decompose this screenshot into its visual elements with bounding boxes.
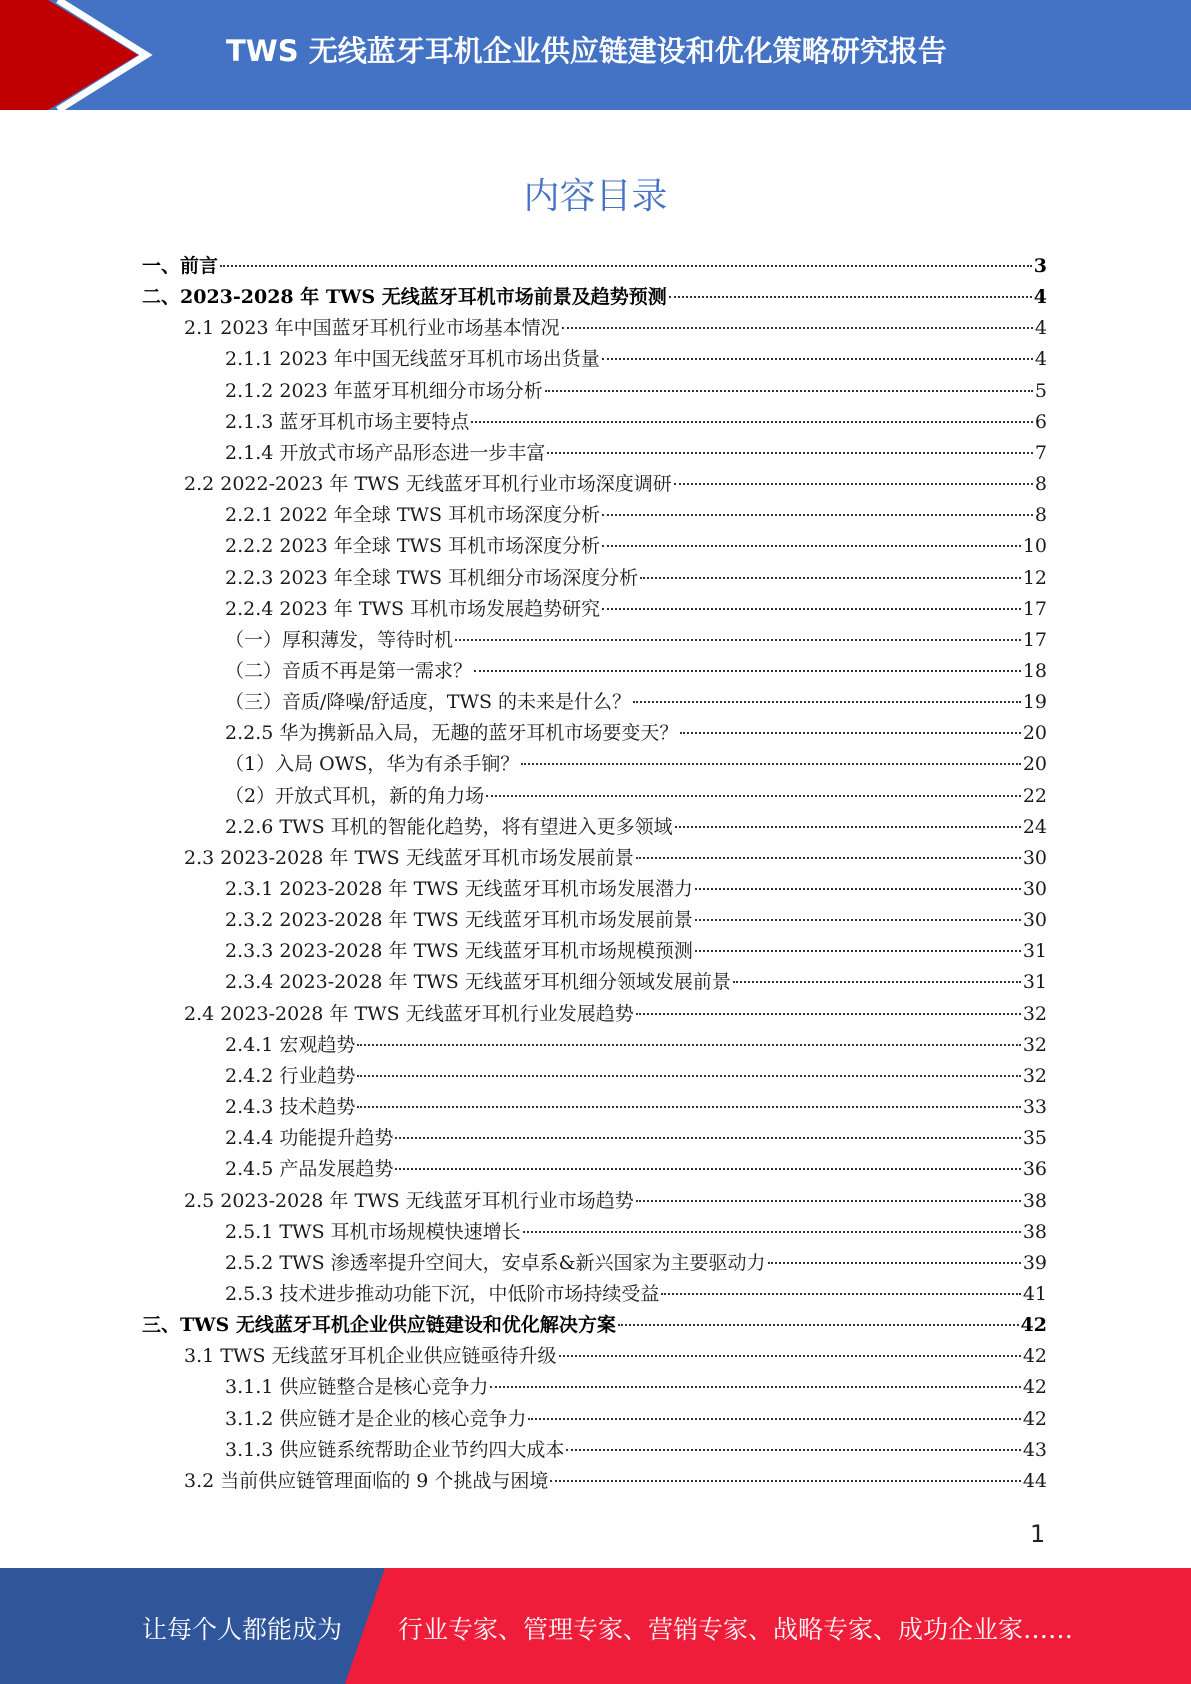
- toc-entry-page: 24: [1022, 815, 1047, 838]
- toc-dot-leader: [640, 577, 1021, 579]
- toc-dot-leader: [486, 795, 1021, 797]
- toc-dot-leader: [695, 888, 1021, 890]
- toc-dot-leader: [768, 1262, 1021, 1264]
- toc-entry-page: 42: [1022, 1407, 1047, 1430]
- toc-dot-leader: [528, 1418, 1020, 1420]
- toc-entry-page: 42: [1022, 1376, 1047, 1399]
- toc-dot-leader: [357, 1044, 1020, 1046]
- toc-entry[interactable]: [184, 313, 1047, 344]
- toc-dot-leader: [675, 826, 1021, 828]
- toc-entry[interactable]: [225, 1372, 1047, 1403]
- toc-dot-leader: [661, 1293, 1020, 1295]
- toc-entry-page: 32: [1022, 1033, 1047, 1056]
- page-number: 1: [1030, 1520, 1046, 1548]
- toc-entry[interactable]: [142, 282, 1047, 313]
- toc-entry[interactable]: [142, 1310, 1047, 1341]
- toc-entry-page: 31: [1022, 940, 1047, 963]
- toc-dot-leader: [474, 670, 1021, 672]
- toc-entry-page: 7: [1034, 441, 1047, 464]
- toc-entry-page: 17: [1022, 597, 1047, 620]
- toc-entry-title: 二、2023-2028 年 TWS 无线蓝牙耳机市场前景及趋势预测: [142, 286, 667, 309]
- toc-entry[interactable]: [184, 1186, 1047, 1217]
- toc-entry[interactable]: [225, 905, 1047, 936]
- toc-entry-title: 2.3 2023-2028 年 TWS 无线蓝牙耳机市场发展前景: [184, 846, 634, 869]
- toc-entry-title: 2.5.3 技术进步推动功能下沉，中低阶市场持续受益: [225, 1282, 660, 1305]
- toc-entry[interactable]: [225, 1154, 1047, 1185]
- toc-entry-page: 33: [1022, 1096, 1047, 1119]
- toc-entry-page: 10: [1022, 535, 1047, 558]
- toc-entry[interactable]: [225, 1279, 1047, 1310]
- toc-heading: 内容目录: [523, 176, 668, 217]
- toc-entry-page: 5: [1034, 379, 1047, 402]
- toc-entry-page: 12: [1022, 566, 1047, 589]
- toc-entry-page: 32: [1022, 1002, 1047, 1025]
- toc-entry[interactable]: [225, 594, 1047, 625]
- toc-entry-page: 36: [1022, 1158, 1047, 1181]
- toc-entry-title: 2.2.2 2023 年全球 TWS 耳机市场深度分析: [225, 535, 601, 558]
- toc-entry-title: 2.4 2023-2028 年 TWS 无线蓝牙耳机行业发展趋势: [184, 1002, 634, 1025]
- toc-entry-page: 30: [1022, 878, 1047, 900]
- toc-entry[interactable]: [225, 718, 1047, 749]
- toc-entry-page: 30: [1022, 846, 1047, 869]
- toc-entry-title: 一、前言: [142, 255, 219, 277]
- toc-entry[interactable]: [225, 407, 1047, 438]
- toc-entry-page: 42: [1022, 1345, 1047, 1368]
- toc-entry-title: 3.1.3 供应链系统帮助企业节约四大成本: [225, 1438, 565, 1461]
- toc-entry-title: 2.4.2 行业趋势: [225, 1064, 356, 1087]
- toc-dot-leader: [545, 390, 1033, 392]
- toc-entry[interactable]: [225, 1061, 1047, 1092]
- toc-entry[interactable]: [142, 251, 1047, 282]
- toc-entry-title: 2.1.1 2023 年中国无线蓝牙耳机市场出货量: [225, 348, 600, 371]
- toc-entry-title: 3.1.2 供应链才是企业的核心竞争力: [225, 1407, 527, 1430]
- toc-dot-leader: [559, 1355, 1021, 1357]
- toc-dot-leader: [490, 1386, 1020, 1388]
- toc-dot-leader: [618, 1324, 1019, 1326]
- toc-entry-page: 38: [1022, 1220, 1047, 1243]
- toc-entry[interactable]: [225, 874, 1047, 905]
- toc-dot-leader: [357, 1106, 1020, 1108]
- toc-entry-title: 2.3.4 2023-2028 年 TWS 无线蓝牙耳机细分领域发展前景: [225, 971, 731, 994]
- toc-dot-leader: [523, 1231, 1021, 1233]
- toc-entry-page: 20: [1022, 753, 1047, 776]
- toc-dot-leader: [220, 265, 1032, 267]
- toc-entry-title: 2.2.3 2023 年全球 TWS 耳机细分市场深度分析: [225, 566, 639, 589]
- toc-dot-leader: [471, 421, 1033, 423]
- header-red-arrow: [0, 0, 138, 110]
- toc-entry[interactable]: [225, 1404, 1047, 1435]
- toc-entry-title: 2.2 2022-2023 年 TWS 无线蓝牙耳机行业市场深度调研: [184, 473, 672, 496]
- toc-dot-leader: [674, 483, 1033, 485]
- toc-entry[interactable]: [225, 812, 1047, 843]
- toc-dot-leader: [669, 296, 1032, 298]
- toc-dot-leader: [521, 763, 1021, 765]
- toc-dot-leader: [636, 1200, 1021, 1202]
- toc-dot-leader: [395, 1168, 1020, 1170]
- toc-dot-leader: [602, 514, 1033, 516]
- toc-entry-title: 3.1 TWS 无线蓝牙耳机企业供应链亟待升级: [184, 1345, 557, 1368]
- toc-entry-title: 2.4.5 产品发展趋势: [225, 1158, 394, 1181]
- toc-entry-title: 2.5.2 TWS 渗透率提升空间大，安卓系&新兴国家为主要驱动力: [225, 1251, 766, 1274]
- toc-entry-title: 2.4.1 宏观趋势: [225, 1033, 356, 1056]
- toc-entry[interactable]: [225, 438, 1047, 469]
- toc-entry-title: 2.1.2 2023 年蓝牙耳机细分市场分析: [225, 379, 543, 402]
- toc-entry-title: 2.3.1 2023-2028 年 TWS 无线蓝牙耳机市场发展潜力: [225, 878, 693, 900]
- toc-entry-page: 6: [1034, 410, 1047, 433]
- page-footer: [0, 1568, 1191, 1684]
- toc-dot-leader: [547, 452, 1033, 454]
- toc-entry-page: 42: [1020, 1314, 1047, 1337]
- toc-entry[interactable]: [225, 500, 1047, 531]
- toc-entry-title: 2.5.1 TWS 耳机市场规模快速增长: [225, 1220, 521, 1243]
- toc-entry-title: （一）厚积薄发，等待时机: [225, 628, 454, 651]
- toc-entry-page: 30: [1022, 909, 1047, 932]
- toc-entry-title: （三）音质/降噪/舒适度，TWS 的未来是什么？: [225, 691, 632, 714]
- toc-entry[interactable]: [225, 967, 1047, 998]
- toc-entry[interactable]: [225, 1435, 1047, 1466]
- toc-entry-page: 17: [1022, 628, 1047, 651]
- toc-entry[interactable]: [225, 1030, 1047, 1061]
- header-title: TWS 无线蓝牙耳机企业供应链建设和优化策略研究报告: [226, 34, 947, 68]
- toc-entry-page: 18: [1022, 659, 1047, 682]
- toc-entry[interactable]: [225, 531, 1047, 562]
- toc-dot-leader: [562, 327, 1033, 329]
- toc-entry[interactable]: [225, 936, 1047, 967]
- toc-entry-title: 三、TWS 无线蓝牙耳机企业供应链建设和优化解决方案: [142, 1314, 616, 1337]
- toc-entry[interactable]: [184, 999, 1047, 1030]
- toc-entry[interactable]: [225, 1123, 1047, 1154]
- toc-entry-title: （2）开放式耳机，新的角力场: [225, 784, 485, 807]
- toc-entry-page: 8: [1034, 504, 1047, 527]
- toc-entry[interactable]: [225, 563, 1047, 594]
- toc-entry-page: 4: [1034, 317, 1047, 340]
- toc-dot-leader: [455, 639, 1021, 641]
- toc-entry-page: 38: [1022, 1189, 1047, 1212]
- toc-entry[interactable]: [225, 344, 1047, 375]
- toc-entry-title: 2.3.2 2023-2028 年 TWS 无线蓝牙耳机市场发展前景: [225, 909, 693, 932]
- toc-entry-title: 2.4.3 技术趋势: [225, 1096, 356, 1119]
- toc-entry[interactable]: [184, 843, 1047, 874]
- toc-entry-page: 19: [1022, 691, 1047, 714]
- toc-entry-title: 2.2.4 2023 年 TWS 耳机市场发展趋势研究: [225, 597, 601, 620]
- toc-dot-leader: [550, 1480, 1020, 1482]
- toc-entry-page: 31: [1022, 971, 1047, 994]
- toc-dot-leader: [633, 701, 1021, 703]
- toc-entry-title: 2.1 2023 年中国蓝牙耳机行业市场基本情况: [184, 317, 560, 340]
- toc-entry-title: （二）音质不再是第一需求？: [225, 659, 473, 682]
- toc-entry-title: 2.4.4 功能提升趋势: [225, 1127, 394, 1150]
- toc-dot-leader: [733, 981, 1021, 983]
- toc-entry-page: 43: [1022, 1438, 1047, 1461]
- toc-dot-leader: [636, 1013, 1021, 1015]
- toc-entry-title: 2.5 2023-2028 年 TWS 无线蓝牙耳机行业市场趋势: [184, 1189, 634, 1212]
- toc-entry-page: 4: [1034, 348, 1047, 371]
- toc-dot-leader: [566, 1449, 1020, 1451]
- toc-dot-leader: [602, 545, 1021, 547]
- toc-entry[interactable]: [225, 656, 1047, 687]
- toc-dot-leader: [680, 732, 1020, 734]
- toc-entry[interactable]: [225, 376, 1047, 407]
- toc-entry[interactable]: [225, 687, 1047, 718]
- toc-entry-page: 44: [1022, 1469, 1047, 1492]
- toc-entry[interactable]: [184, 469, 1047, 500]
- toc-dot-leader: [695, 919, 1021, 921]
- toc-entry-page: 22: [1022, 784, 1047, 807]
- footer-slogan-right: 行业专家、管理专家、营销专家、战略专家、成功企业家……: [398, 1615, 1074, 1644]
- toc-entry[interactable]: [184, 1341, 1047, 1372]
- toc-entry[interactable]: [184, 1466, 1047, 1497]
- toc-entry-page: 3: [1033, 255, 1047, 277]
- toc-entry-page: 8: [1034, 473, 1047, 496]
- toc-dot-leader: [602, 358, 1033, 360]
- toc-entry-page: 35: [1022, 1127, 1047, 1150]
- toc-entry-title: 2.3.3 2023-2028 年 TWS 无线蓝牙耳机市场规模预测: [225, 940, 693, 963]
- toc-dot-leader: [695, 950, 1021, 952]
- toc-entry-title: 3.2 当前供应链管理面临的 9 个挑战与困境: [184, 1469, 549, 1492]
- toc-entry-page: 32: [1022, 1064, 1047, 1087]
- toc-entry[interactable]: [225, 781, 1047, 812]
- toc-entry-page: 39: [1022, 1251, 1047, 1274]
- toc-dot-leader: [357, 1075, 1020, 1077]
- toc-entry-title: 2.1.3 蓝牙耳机市场主要特点: [225, 410, 470, 433]
- toc-entry[interactable]: [225, 1092, 1047, 1123]
- toc-dot-leader: [636, 857, 1021, 859]
- toc-entry-page: 41: [1022, 1282, 1047, 1305]
- toc-dot-leader: [395, 1137, 1020, 1139]
- toc-entry-title: 3.1.1 供应链整合是核心竞争力: [225, 1376, 489, 1399]
- toc-entry[interactable]: [225, 1248, 1047, 1279]
- toc-entry[interactable]: [225, 749, 1047, 780]
- toc-entry-page: 4: [1033, 286, 1047, 309]
- toc-entry[interactable]: [225, 625, 1047, 656]
- footer-slogan-left: 让每个人都能成为: [142, 1615, 343, 1644]
- toc-entry-title: （1）入局 OWS，华为有杀手锏？: [225, 753, 520, 776]
- page-header: [0, 0, 1191, 110]
- toc-entry-title: 2.2.1 2022 年全球 TWS 耳机市场深度分析: [225, 504, 601, 527]
- toc-entry-title: 2.1.4 开放式市场产品形态进一步丰富: [225, 441, 546, 464]
- toc-entry-title: 2.2.6 TWS 耳机的智能化趋势，将有望进入更多领域: [225, 815, 673, 838]
- toc-entry-title: 2.2.5 华为携新品入局，无趣的蓝牙耳机市场要变天？: [225, 722, 679, 745]
- toc-dot-leader: [602, 608, 1021, 610]
- toc-entry-page: 20: [1022, 722, 1047, 745]
- toc-entry[interactable]: [225, 1217, 1047, 1248]
